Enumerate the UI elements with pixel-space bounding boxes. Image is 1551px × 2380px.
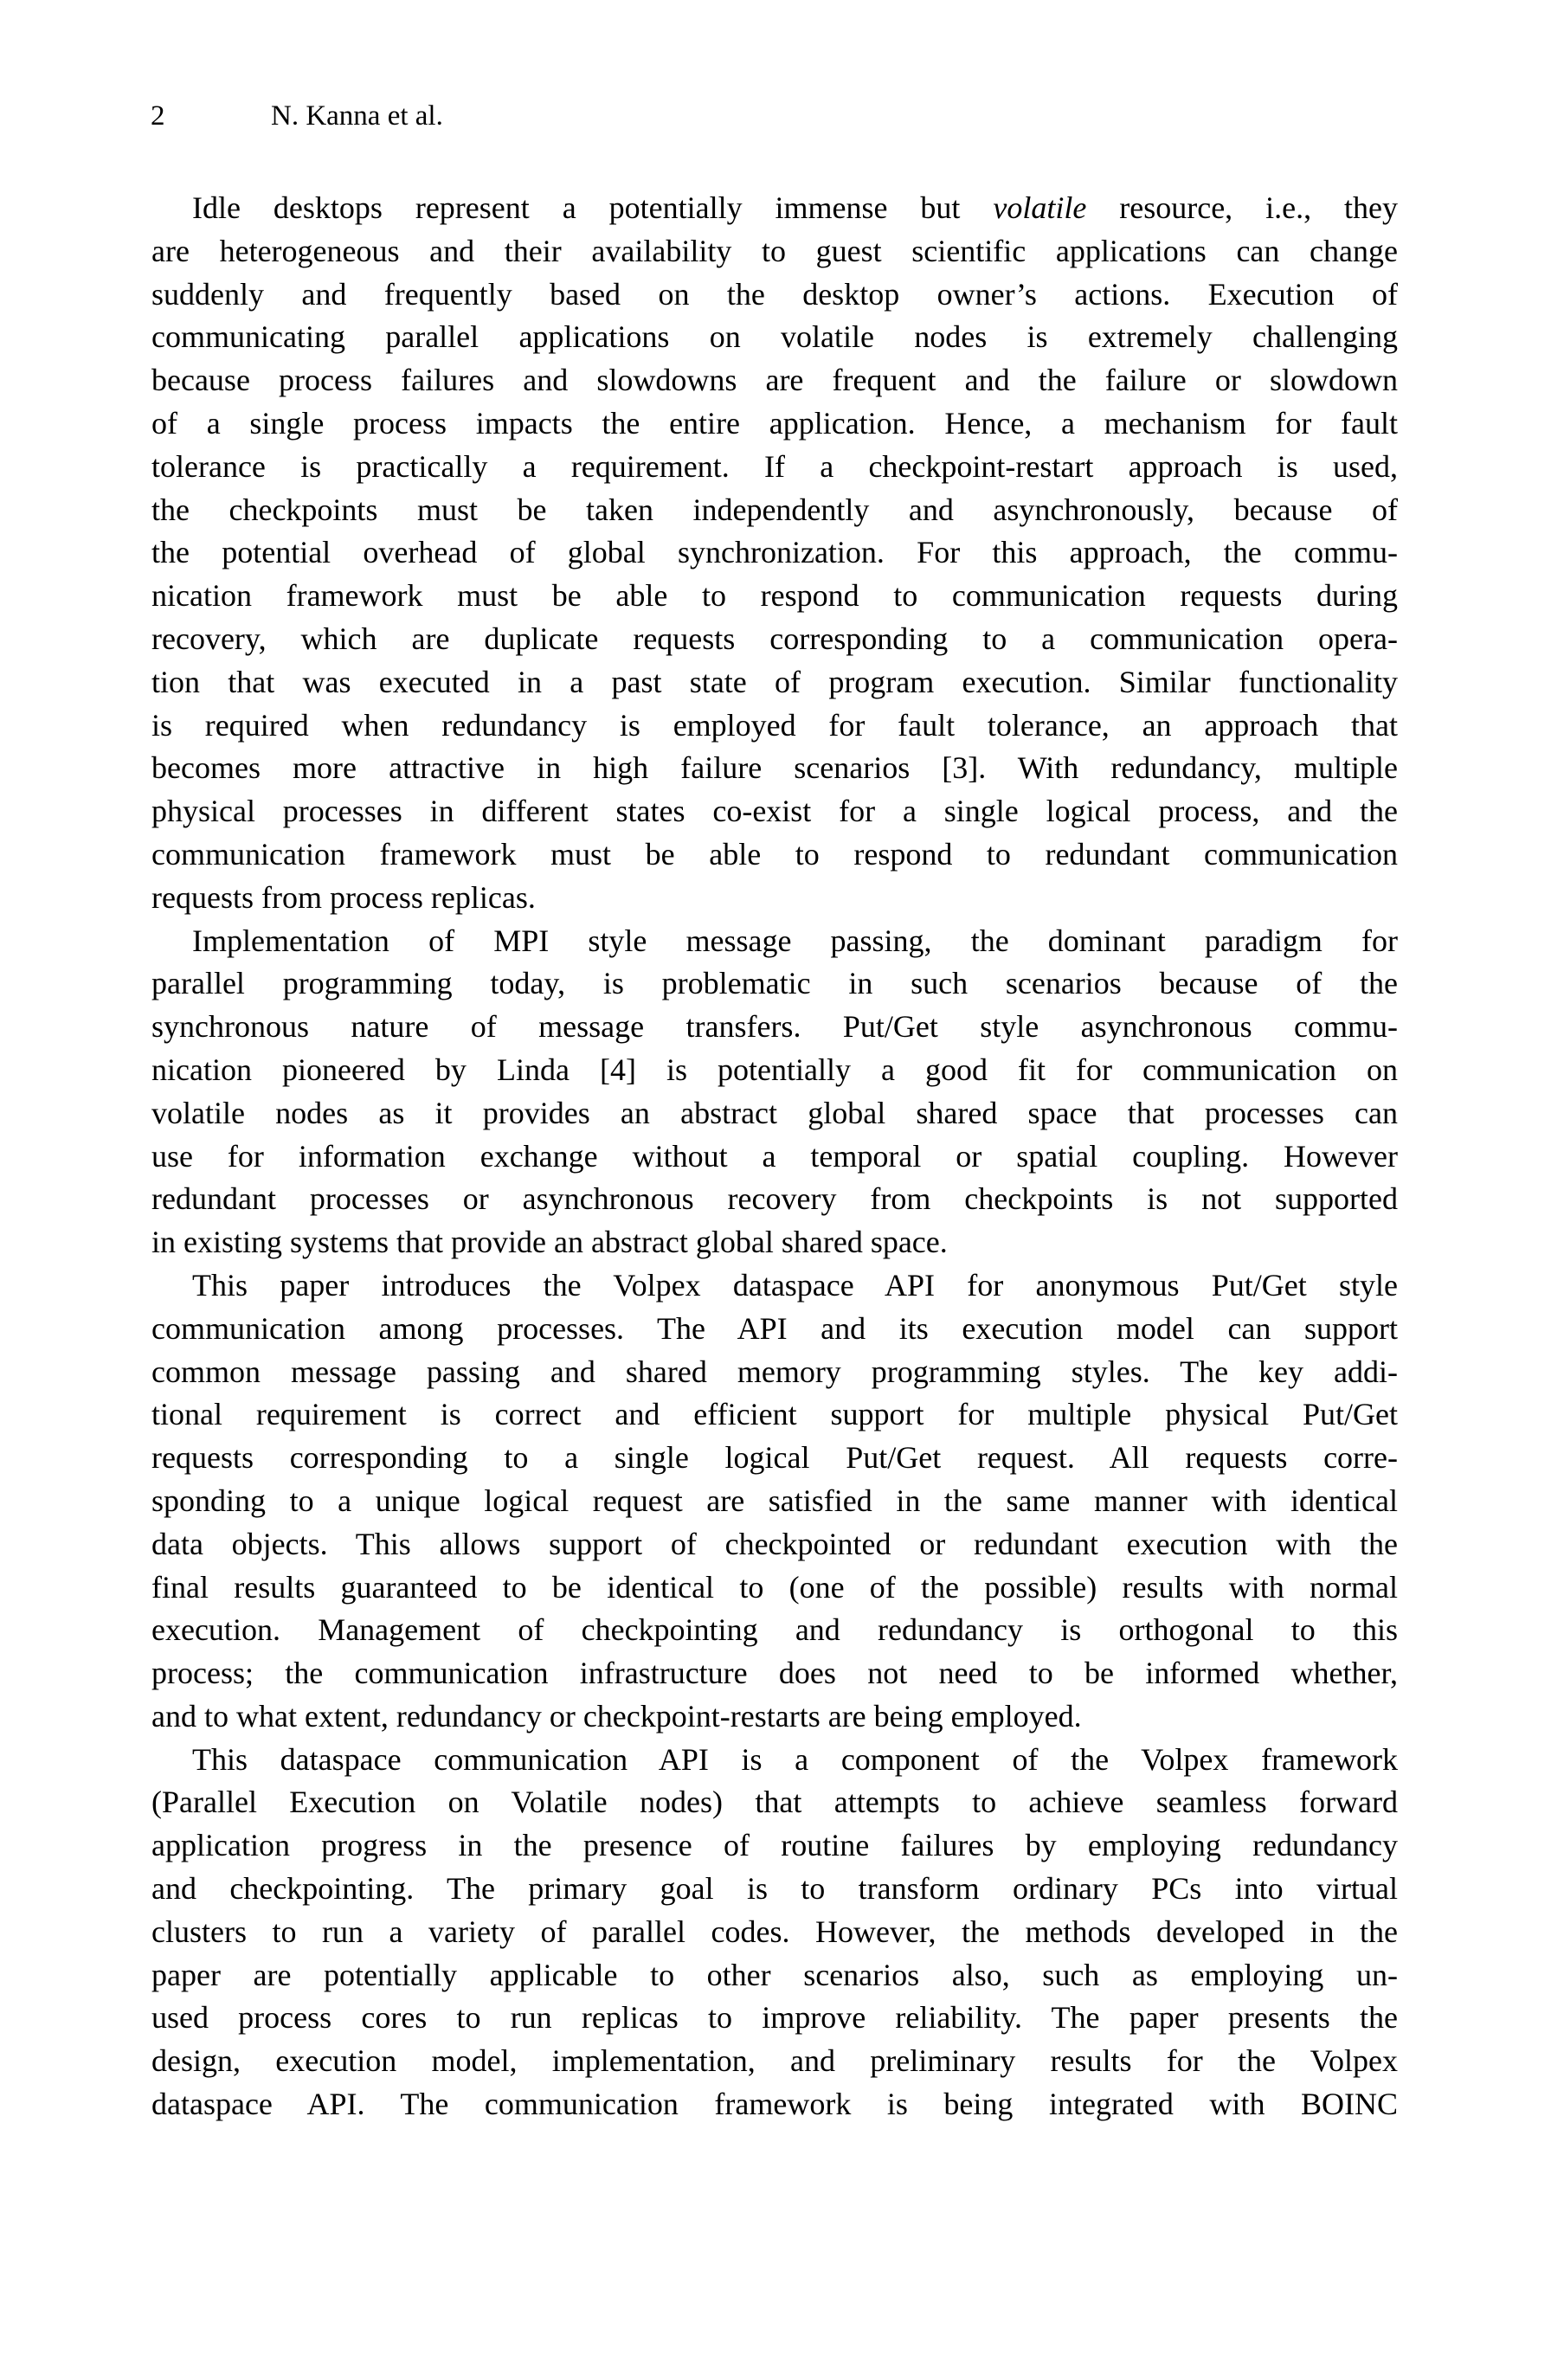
page-number: 2 <box>151 100 165 132</box>
text-line: used process cores to run replicas to improve reliability. The paper presents the <box>151 2000 1398 2036</box>
paragraph-4 <box>151 1739 1398 2126</box>
running-head <box>151 99 443 133</box>
text-line: suddenly and frequently based on the desktop owner’s actions. Execution of <box>151 276 1398 312</box>
text-line: Idle desktops represent a potentially immense but volatile resource, i.e., they <box>192 190 1398 225</box>
text-line: Implementation of MPI style message passing, the dominant paradigm for <box>192 923 1398 958</box>
paragraph-1 <box>151 187 1398 920</box>
text-line: communication among processes. The API and its execution model can support <box>151 1310 1398 1346</box>
text-line: tolerance is practically a requirement. If a checkpoint-restart approach is used, <box>151 448 1398 484</box>
text-line: nication framework must be able to respond to communication requests during <box>151 578 1398 614</box>
text-line: This dataspace communication API is a component of the Volpex framework <box>192 1741 1398 1777</box>
text-line: application progress in the presence of routine failures by employing redundancy <box>151 1828 1398 1863</box>
text-line: common message passing and shared memory programming styles. The key addi- <box>151 1354 1398 1389</box>
text-line: requests from process replicas. <box>151 879 536 915</box>
text-line: redundant processes or asynchronous recovery from checkpoints is not supported <box>151 1181 1398 1217</box>
paragraph-3 <box>151 1264 1398 1739</box>
text-line: (Parallel Execution on Volatile nodes) that attempts to achieve seamless forward <box>151 1785 1398 1820</box>
text-line: communicating parallel applications on volatile nodes is extremely challenging <box>151 319 1398 355</box>
text-line: This paper introduces the Volpex dataspace API for anonymous Put/Get style <box>192 1267 1398 1303</box>
text-line: and checkpointing. The primary goal is to transform ordinary PCs into virtual <box>151 1871 1398 1907</box>
text-line: dataspace API. The communication framework is being integrated with BOINC <box>151 2087 1398 2122</box>
text-line: communication framework must be able to respond to redundant communication <box>151 836 1398 872</box>
text-line: physical processes in different states co-exist for a single logical process, and the <box>151 794 1398 829</box>
text-line: the potential overhead of global synchronization. For this approach, the commu- <box>151 535 1398 570</box>
text-line: volatile nodes as it provides an abstract global shared space that processes can <box>151 1095 1398 1130</box>
text-line: of a single process impacts the entire application. Hence, a mechanism for fault <box>151 405 1398 441</box>
text-line: tion that was executed in a past state of program execution. Similar functionality <box>151 664 1398 699</box>
text-line: are heterogeneous and their availability to guest scientific applications can change <box>151 233 1398 268</box>
text-line: design, execution model, implementation, and preliminary results for the Volpex <box>151 2043 1398 2079</box>
text-line: and to what extent, redundancy or checkpoint-restarts are being employed. <box>151 1698 1082 1734</box>
text-line: use for information exchange without a temporal or spatial coupling. However <box>151 1138 1398 1174</box>
text-line: requests corresponding to a single logical Put/Get request. All requests corre- <box>151 1440 1398 1476</box>
paragraph-2 <box>151 920 1398 1264</box>
text-line: in existing systems that provide an abstract global shared space. <box>151 1225 948 1260</box>
running-title: N. Kanna et al. <box>271 100 443 132</box>
text-line: parallel programming today, is problematic in such scenarios because of the <box>151 966 1398 1001</box>
text-line: process; the communication infrastructure does not need to be informed whether, <box>151 1656 1398 1691</box>
text-line: synchronous nature of message transfers. Put/Get style asynchronous commu- <box>151 1009 1398 1045</box>
text-line: becomes more attractive in high failure scenarios [3]. With redundancy, multiple <box>151 750 1398 786</box>
text-line: final results guaranteed to be identical to (one of the possible) results with normal <box>151 1569 1398 1605</box>
text-line: because process failures and slowdowns are frequent and the failure or slowdown <box>151 363 1398 398</box>
text-line: sponding to a unique logical request are satisfied in the same manner with identical <box>151 1483 1398 1518</box>
text-line: is required when redundancy is employed for fault tolerance, an approach that <box>151 707 1398 743</box>
text-line: execution. Management of checkpointing and redundancy is orthogonal to this <box>151 1612 1398 1648</box>
text-line: data objects. This allows support of checkpointed or redundant execution with the <box>151 1526 1398 1561</box>
text-line: clusters to run a variety of parallel codes. However, the methods developed in the <box>151 1914 1398 1949</box>
emphasis-volatile: volatile <box>993 190 1087 225</box>
text-line: tional requirement is correct and efficient support for multiple physical Put/Get <box>151 1397 1398 1432</box>
text-line: nication pioneered by Linda [4] is potentially a good fit for communication on <box>151 1052 1398 1087</box>
text-line: paper are potentially applicable to other scenarios also, such as employing un- <box>151 1957 1398 1992</box>
text-line: recovery, which are duplicate requests corresponding to a communication opera- <box>151 621 1398 656</box>
text-line: the checkpoints must be taken independently and asynchronously, because of <box>151 492 1398 527</box>
body-text <box>151 187 1398 2126</box>
